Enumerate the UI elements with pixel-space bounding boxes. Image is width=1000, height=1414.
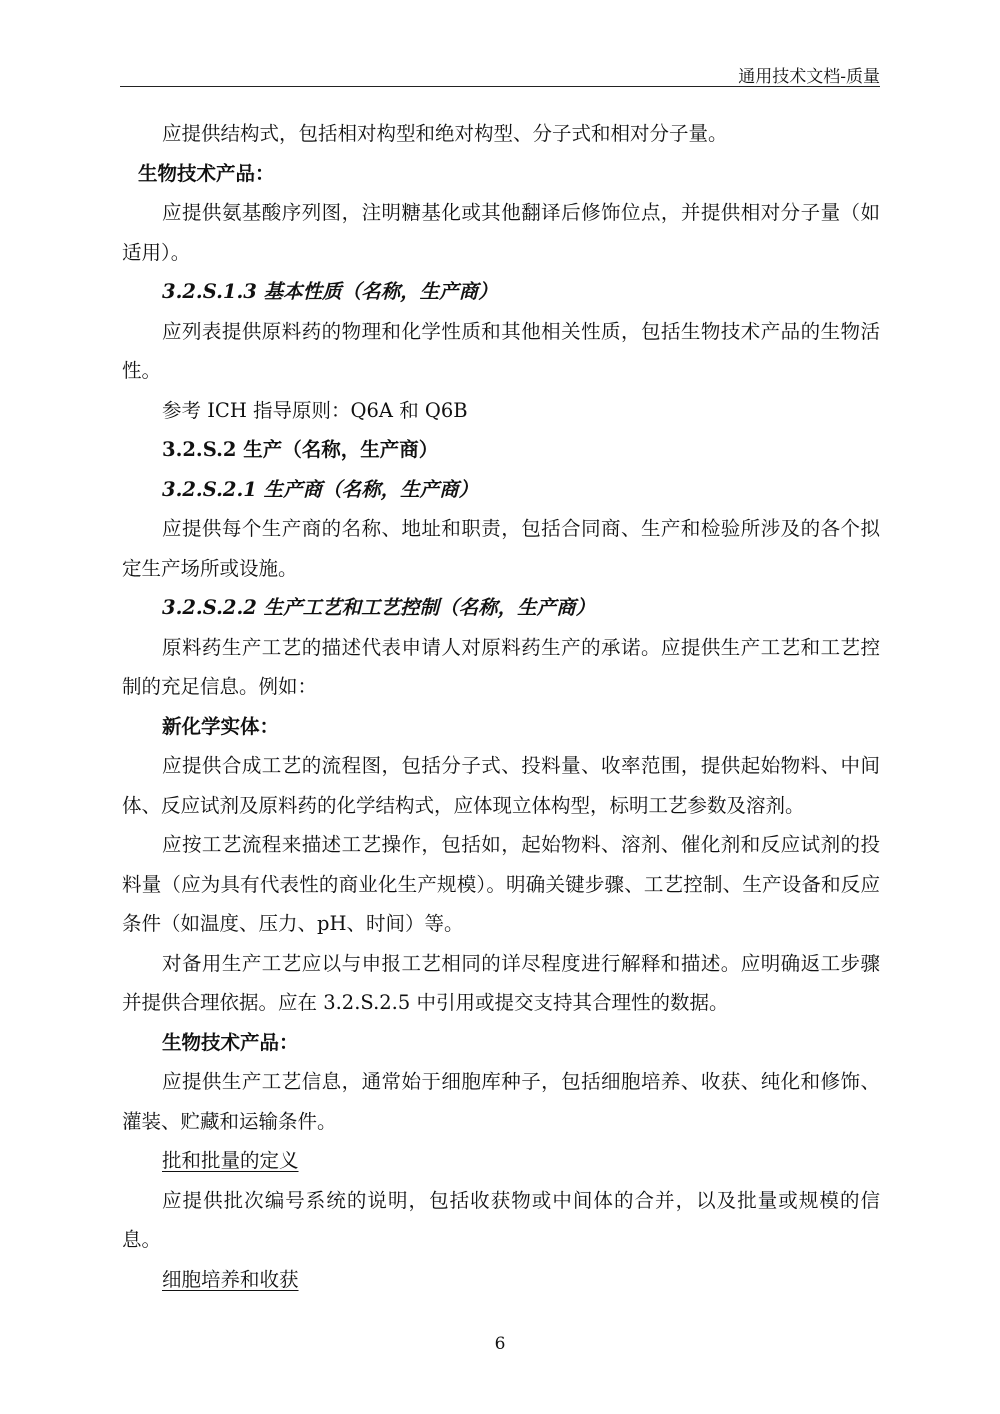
paragraph-structural-formula: 应提供结构式，包括相对构型和绝对构型、分子式和相对分子量。 (162, 122, 728, 145)
paragraph-alternative-process: 对备用生产工艺应以与申报工艺相同的详尽程度进行解释和描述。应明确返工步骤并提供合理依据。应在 3.2.S.2.5 中引用或提交支持其合理性的数据。 (122, 951, 880, 1014)
underlined-heading-cell-culture: 细胞培养和收获 (162, 1267, 299, 1291)
subheading-new-chemical-entity: 新化学实体： (162, 714, 280, 738)
paragraph-batch-numbering: 应提供批次编号系统的说明，包括收获物或中间体的合并，以及批量或规模的信息。 (122, 1188, 880, 1251)
running-header: 通用技术文档-质量 (738, 67, 880, 87)
paragraph-process-description: 原料药生产工艺的描述代表申请人对原料药生产的承诺。应提供生产工艺和工艺控制的充足信息。例如： (122, 635, 880, 698)
paragraph-amino-acid-sequence: 应提供氨基酸序列图，注明糖基化或其他翻译后修饰位点，并提供相对分子量（如适用）。 (122, 201, 880, 264)
section-heading-3-2-s-2-1: 3.2.S.2.1 生产商（名称，生产商） (162, 477, 479, 501)
paragraph-biotech-process: 应提供生产工艺信息，通常始于细胞库种子，包括细胞培养、收获、纯化和修饰、灌装、贮藏和运输条件。 (122, 1070, 880, 1133)
paragraph-ich-reference: 参考 ICH 指导原则：Q6A 和 Q6B (162, 398, 468, 422)
section-heading-3-2-s-2-2: 3.2.S.2.2 生产工艺和工艺控制（名称，生产商） (162, 596, 596, 619)
header-rule (120, 86, 880, 87)
section-heading-3-2-s-2: 3.2.S.2 生产（名称，生产商） (162, 438, 439, 461)
subheading-biotech-products-2: 生物技术产品： (162, 1030, 299, 1054)
paragraph-manufacturers: 应提供每个生产商的名称、地址和职责，包括合同商、生产和检验所涉及的各个拟定生产场所或设施。 (122, 517, 880, 580)
paragraph-basic-properties: 应列表提供原料药的物理和化学性质和其他相关性质，包括生物技术产品的生物活性。 (122, 319, 880, 382)
underlined-heading-batch-definition: 批和批量的定义 (162, 1149, 299, 1172)
paragraph-synthesis-flowchart: 应提供合成工艺的流程图，包括分子式、投料量、收率范围，提供起始物料、中间体、反应试剂及原料药的化学结构式，应体现立体构型，标明工艺参数及溶剂。 (122, 754, 880, 817)
document-body (122, 114, 880, 1299)
section-heading-3-2-s-1-3: 3.2.S.1.3 基本性质（名称，生产商） (162, 280, 498, 303)
page-number: 6 (494, 1334, 506, 1354)
paragraph-process-operations: 应按工艺流程来描述工艺操作，包括如，起始物料、溶剂、催化剂和反应试剂的投料量（应为具有代表性的商业化生产规模）。明确关键步骤、工艺控制、生产设备和反应条件（如温度、压力、pH、时间）等。 (122, 833, 880, 935)
subheading-biotech-products: 生物技术产品： (138, 161, 275, 185)
